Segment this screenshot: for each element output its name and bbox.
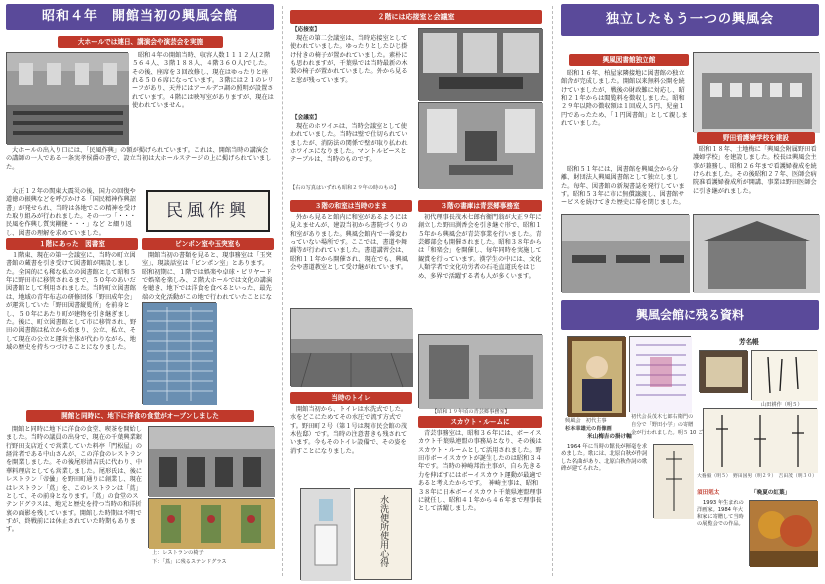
restaurant-chairs-photo <box>148 426 274 496</box>
section-heading-scout: スカウト・ルームに <box>418 416 542 428</box>
toilet-photo <box>300 488 350 580</box>
donation-chart <box>629 336 691 412</box>
meeting-room-photo <box>418 102 542 188</box>
reading-room-image <box>562 215 690 293</box>
column-divider <box>552 6 553 576</box>
minpu-sakko-plaque: 民風作興 <box>146 190 270 232</box>
section-heading-japanese-room: ３階の和室は当時のまま <box>290 200 412 212</box>
nursing-text: 昭和１８年、土地梅に「興風会附属野田看護婦学校」を建設しました。校長は興風会主事が兼務し、昭和２６年まで看護婦養成を続けられました。その後昭和２７年、医師会病院准看護婦養成所が開講、事業は野田医師会に引き継がれました。 <box>693 146 817 195</box>
section-heading-library-branch: 興風図書館独立館 <box>569 54 689 66</box>
section-heading-reception: ２階には応接室と会議室 <box>290 10 542 24</box>
cafe-text: 開館と同時に地下に洋食の食堂、喫茶を開始しました。当時の議員の出身で、現在の千葉興業銀行野田支店近くで営業していた料亭「門松屋」の経営者である中山さんが、この洋食のレストランを開業しました。その後尾形清吉氏に代わり、中華料理店としても営業しました。尾形氏は、後にレストラン「帝曇」を野田町通りに創業し、現在はレストラン「蔦」を、このレストランは「蔦」として、その前身となります。「蔦」の食堂のステンドグラスは、地元と歴史を持つ当時の和洋折衷の面影を残しています。開館した時期は不明ですが、終戦前には休止されていた時期もあります。 <box>6 426 143 534</box>
study-room-photo <box>418 334 542 408</box>
cafe-caption-1: 上：レストランの椅子 <box>152 550 204 556</box>
cafe-caption-2: 下：「蔦」に残るステンドグラス <box>152 559 227 565</box>
japanese-room-photo <box>290 308 412 386</box>
donation-label-3: 金が行われました。明５ 10 ご <box>631 430 704 436</box>
reception-room-image <box>419 29 543 101</box>
section-heading-study-room: ３階の書庫は青芸郷事務室 <box>418 200 542 212</box>
portrait-label-2: 杉本幸雄元の肖像画 <box>565 426 612 432</box>
stained-glass-photo <box>148 498 274 548</box>
meeting-room-heading: 【会議室】 <box>292 115 320 121</box>
section-heading-library: １階にあった 図書室 <box>6 238 138 250</box>
calligraphy-yamada <box>751 350 817 400</box>
column-divider <box>282 6 283 576</box>
section-heading-cafe: 開館と同時に、地下に洋食の食堂がオープンしました <box>26 410 254 422</box>
hall-text-1: 昭和４年の開館当時、収容人数１１１２人(２階５６４人、３階１８８人、４階３６０人)でした。その後、座席を３回改修し、現在はゆったりと座れる５０６席になっています。３階には２１のレリーフがあり、天井にはアールデコ調の照明が設置されています。４階には映写室がありますが、現在は使われていません。 <box>132 52 274 110</box>
signatures-label: 大養毅（明５） 野田国男（明２９） 吉田茂（明３０） <box>697 474 817 479</box>
stained-glass-image <box>149 499 275 549</box>
reception-caption: 【右の写真はいずれも昭和２９年の時のもの】 <box>290 185 399 191</box>
japanese-room-image <box>291 309 413 387</box>
signatures-image <box>704 409 818 473</box>
guestbook-photo <box>699 350 747 392</box>
suda-label: 須田剋太 <box>697 490 720 496</box>
nursing-school-image <box>694 215 820 293</box>
japanese-room-text: 外から見ると館内に和室があるようには見えませんが、建設当初から書院づくりの和室がありました。興風会館内で一番変わっていない場所です。ここでは、書道や舞踊等が行われていました。書道講習会は、昭和１１年から開催され、現在でも、興風会や書道教室として受け継がれています。 <box>290 214 408 272</box>
column-1 <box>6 4 274 565</box>
study-room-image <box>419 335 543 409</box>
reception-room-photo <box>418 28 542 100</box>
study-room-caption: 【昭和１９年頃の青芸郷事務室】 <box>432 409 510 415</box>
portrait-label-1: 興風会 初代主事 <box>565 418 607 424</box>
founder-portrait <box>567 336 625 416</box>
pingpong-text-top: 開館当初の書類を見ると、現事務室は「玉突室」、現談話室は「ピンポン室」とあります。昭和初期に、１階では娯楽や卓球・ビリヤードで娯楽を楽しみ、２階大ホールでは文化の講演を聴き、地下では洋食を食べるといった、最先端の文化活動がこの地で行われていたことにな <box>142 252 273 301</box>
nursing-school-photo <box>693 214 819 292</box>
section-heading-nursing: 野田看護婦学校を建設 <box>697 132 815 144</box>
library-text: １階東、現在の第一会議室に、当時の町立図書館の蔵書を引き受けて図書館が開設しました。全国的にも稀な私立の図書館として昭和５年に野田市に移管されるまで、５０年のあいだ図書館として利用されました。当時町立図書館は、地域の青年布志の研修団体「野田成年会」が運営していた「野田図書縦覧所」を前身とし、５０年にあたり町が建物を引き継ぎました。後に、町立図書館として市に移管され、野田の図書館は私立から始まり、公立、私立、そして現在の公立と運営主体が代わりながら、地域の歴史を持ちつづけることになりました。 <box>6 252 137 351</box>
study-room-text: 初代理事長茂木七郎右衛門翁が大正９年に創立した野田渕香会を引き継ぐ形で、昭和１５年から興風会が青芸事業を行いました。青芸郷部会も開催されました。昭和３８年からは「和楽会」を開催し、毎年同時を実施して観賞を行っています。漢学生の中には、文化人類学者で文化功労者の石毛直道氏をはじめ、多界で活躍する者も人が多くいます。 <box>418 214 542 280</box>
hall-text-2: 大ホールの出入り口には、「民風作興」の額が掲げられています。これは、開館当時の講演会の講師の一人である一条実孝侯爵の書で、設立当初は大ホールステージの上に掲げられていました。 <box>6 147 272 171</box>
founder-portrait-image <box>568 337 626 417</box>
hall-photo <box>6 52 128 144</box>
yoneyama-scroll <box>653 444 693 518</box>
reading-room-photo <box>561 214 689 292</box>
guestbook-label: 芳名帳 <box>739 338 759 346</box>
suda-painting <box>749 500 817 566</box>
restaurant-chairs-image <box>149 427 275 497</box>
hall-photo-image <box>7 53 129 145</box>
calligraphy-yamada-label: 山田耕作（明５） <box>761 402 803 408</box>
signatures-panel <box>703 408 817 472</box>
page-title: 昭和４年 開館当初の興風会館 <box>6 4 274 30</box>
donation-label-1: 初代会長茂木七郎右衛門の <box>631 414 694 420</box>
section-heading-pingpong: ピンポン室や玉突室も <box>142 238 274 250</box>
calligraphy-yamada-image <box>752 351 818 401</box>
toilet-sign <box>354 488 412 580</box>
section-title-independent: 独立したもう一つの興風会 <box>561 4 819 36</box>
donation-label-2: 自分で「野田小学」の寄贈 <box>631 422 694 428</box>
reception-text: 現在の第二会議室は、当時応接室として使われていました。ゆったりとしたひじ掛け付きの椅子が置かれていました。素朴にも思われますが、千葉県では当時最新の木製の椅子が置かれていました。外から見ると窓が残っています。 <box>290 35 408 84</box>
document-scan <box>142 302 216 404</box>
library-building-photo <box>693 52 819 132</box>
library-building-image <box>694 53 820 133</box>
library-branch-text: 昭和１６年、柏屋家隣接地に図書館の独立館舎が完成しました。開館以来無料公開を続けていましたが、戦後の財政難に対応し、昭和２１年からは閲覧料を徴収しました。昭和２９年以降の徴収額は１回成人５円、児童１円であったため、「１円図書館」として親しまれていました。 <box>561 70 688 128</box>
document-scan-image <box>143 303 217 405</box>
yoneyama-scroll-image <box>654 445 694 519</box>
hall-text-3: 大正１２年の関東大震災の後、国力の回復や道徳の振興などを呼びかける「国民精神作興詔書」が発せられ、当時は各地でこの精神を受けた取り組みが行われました。その一つ「・・・民風を作興し質実剛健・・・」など と綴り返し、図書の理解を求めていました。 <box>6 188 137 237</box>
yoneyama-text: 1964 年に当時の館長が揮毫を求めました。歌には、北原白秋が作詞した名曲があり、北原白秋作詞の歌碑が建てられた。 <box>561 444 648 472</box>
meeting-room-text: 現在のホワイエは、当時会議室として使われていました。当時は壁で仕切られていましたが、消防法の関係で壁が取り払われホワイエになりました。マントルピースとテーブルは、当時のものです。 <box>290 123 408 164</box>
toilet-text: 開館当初から、トイレは水洗式でした。水をどこにためてその水圧で流す方式です。野田町２号（第１号は現市民会館の茂木佐邸）です。当時の注意書きも残されています。今もそのトイレ設備で、その姿を消すことになりました。 <box>290 406 408 455</box>
suda-painting-image <box>750 501 818 567</box>
yoneyama-label: 米山梅吉の掛け軸 <box>587 434 632 440</box>
meeting-room-image <box>419 103 543 189</box>
donation-chart-image <box>630 337 692 413</box>
section-title-archives: 興風会館に残る資料 <box>561 300 819 330</box>
column-3 <box>561 4 819 528</box>
section-heading-hall: 大ホールでは連日、講演会や演芸会を実施 <box>58 36 223 48</box>
toilet-sign-text: 水洗便所使用心得 <box>378 495 389 567</box>
section-heading-toilet: 当時のトイレ <box>290 392 412 404</box>
suda-text: 1993 年生まれの洋画家。1984 年大和家に寄贈して当時の展覧会での作品。 <box>697 500 744 528</box>
scout-text: 青芸事務室は、昭和３６年には、ボーイスカウト千葉県連盟の事務局となり、その後はスカウト・ルームとして活用されました。野田市ボーイスカウトが誕生したのは昭和３４年です。当時の神崎邦治主事が、自ら先きる力を伸ばすにはボーイスカウト運動が最適であると考えたからです。 神崎主事は、昭和３８年に日本ボーイスカウト千葉県連盟理事に就任し、昭和４１年から４６年まで理事長として活躍しました。 <box>418 430 542 513</box>
library-branch-text-2: 昭和５１年には、図書館を興風会から分離、財団法人興風図書館として独立しました。毎年、図書館の新規書誌を発行しています。昭和５３年に市に無償譲渡し、図書館サービスを続けてきた歴史に幕を閉じました。 <box>561 166 685 207</box>
guestbook-image <box>700 351 748 393</box>
reception-room-heading: 【応接室】 <box>292 27 320 33</box>
toilet-image <box>301 489 351 581</box>
suda-work-label: 「晩夏の紅葉」 <box>751 490 791 496</box>
